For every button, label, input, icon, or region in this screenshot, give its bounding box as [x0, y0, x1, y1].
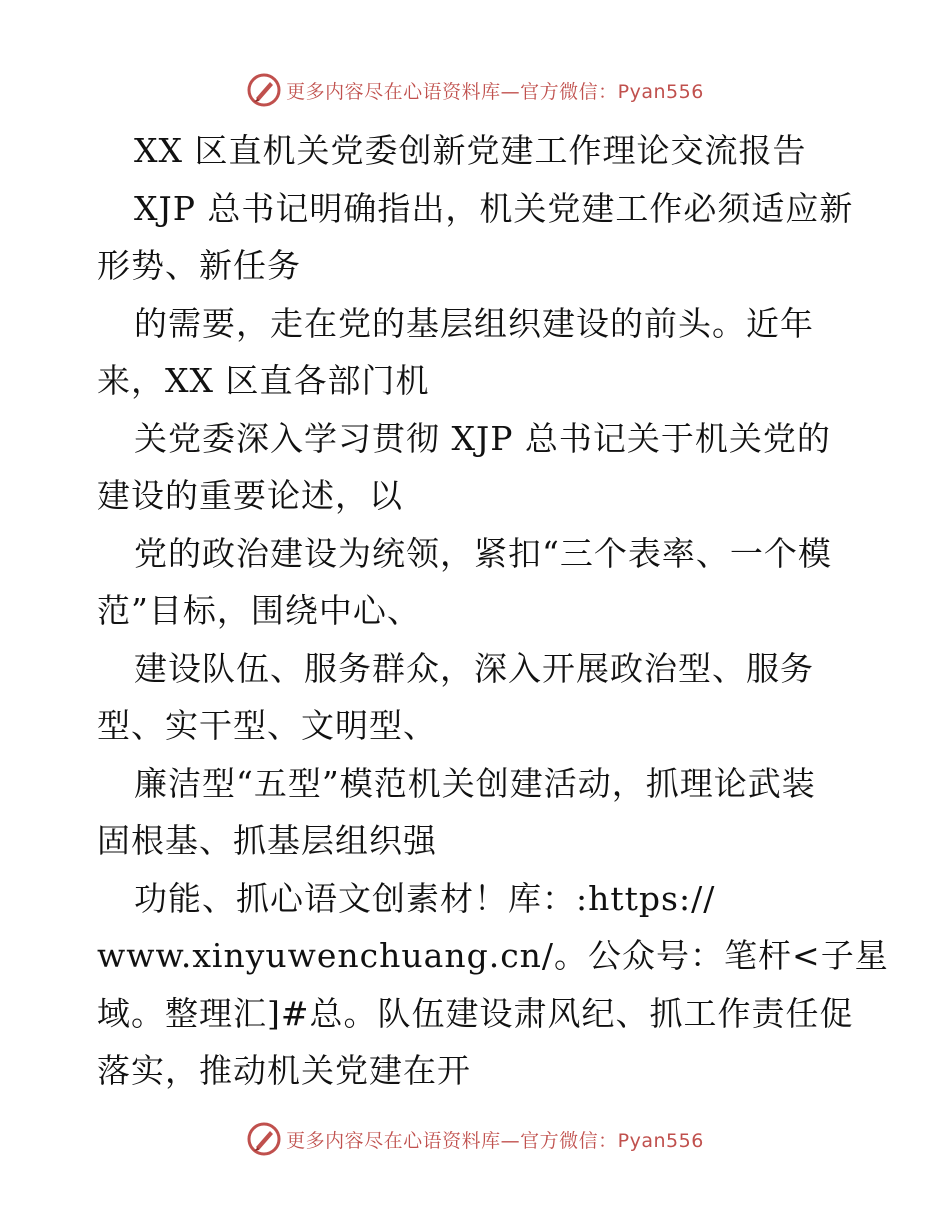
brush-logo-icon [246, 72, 282, 108]
paragraph-line: 功能、抓心语文创素材！库：:https:// [134, 878, 716, 918]
paragraph-line: 党的政治建设为统领，紧扣“三个表率、一个模 [134, 533, 832, 573]
paragraph-line: 范”目标，围绕中心、 [97, 591, 421, 630]
paragraph-line: 型、实干型、文明型、 [97, 706, 437, 745]
footer-watermark [0, 1119, 950, 1159]
paragraph-line: XJP 总书记明确指出，机关党建工作必须适应新 [134, 188, 854, 228]
watermark-text: 更多内容尽在心语资料库—官方微信：Pyan556 [286, 80, 704, 103]
paragraph-line: 的需要，走在党的基层组织建设的前头。近年 [134, 303, 814, 343]
paragraph-line: www.xinyuwenchuang.cn/。公众号：笔杆<子星 [97, 936, 889, 975]
document-title: XX 区直机关党委创新党建工作理论交流报告 [134, 131, 807, 170]
paragraph-line: 固根基、抓基层组织强 [97, 821, 437, 860]
paragraph-line: 建设的重要论述，以 [97, 476, 403, 515]
paragraph-line: 建设队伍、服务群众，深入开展政治型、服务 [134, 648, 814, 688]
document-body [97, 122, 889, 1100]
header-watermark [0, 70, 950, 110]
paragraph-line: 域。整理汇]#总。队伍建设肃风纪、抓工作责任促 [97, 993, 854, 1033]
paragraph-line: 形势、新任务 [97, 246, 301, 285]
paragraph-line: 来，XX 区直各部门机 [97, 361, 430, 400]
paragraph-line: 关党委深入学习贯彻 XJP 总书记关于机关党的 [134, 418, 831, 458]
paragraph-line: 廉洁型“五型”模范机关创建活动，抓理论武装 [134, 763, 816, 803]
paragraph-line: 落实，推动机关党建在开 [97, 1051, 471, 1090]
brush-logo-icon [246, 1121, 282, 1157]
watermark-text: 更多内容尽在心语资料库—官方微信：Pyan556 [286, 1129, 704, 1152]
